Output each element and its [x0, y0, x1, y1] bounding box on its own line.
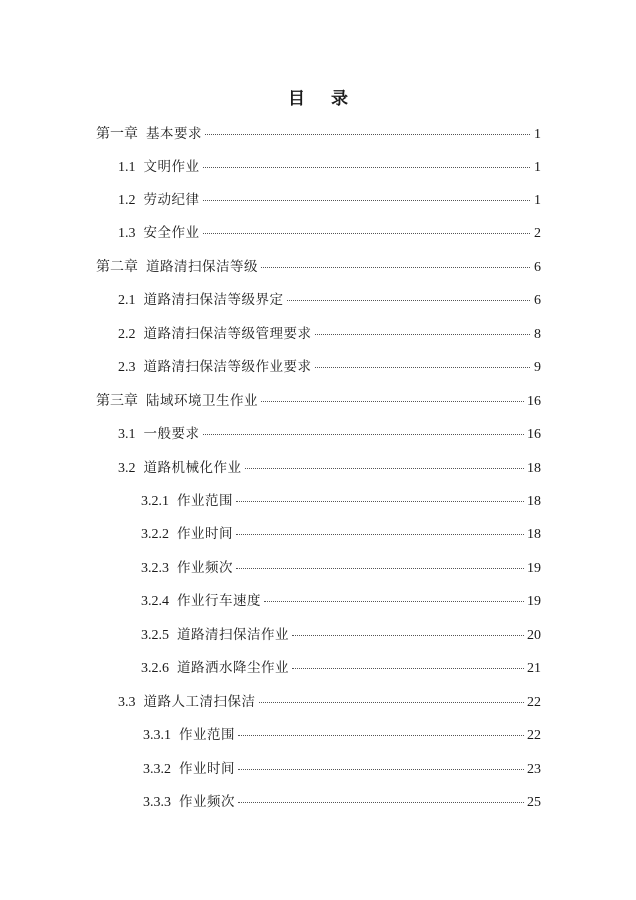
toc-entry-number: 3.2.4 [141, 594, 169, 609]
toc-entry-label: 陆域环境卫生作业 [146, 393, 258, 409]
toc-entry-page: 18 [527, 494, 541, 509]
toc-entry-number: 第一章 [96, 127, 138, 142]
toc-title: 目 录 [288, 89, 358, 109]
toc-entry-label: 文明作业 [143, 159, 200, 175]
toc-entry-number: 3.3.3 [143, 795, 171, 810]
dot-leader [261, 401, 524, 402]
dot-leader [238, 769, 524, 770]
toc-entry-page: 8 [534, 327, 541, 342]
toc-entry-number: 3.2.1 [141, 494, 169, 509]
toc-entry-label: 基本要求 [146, 126, 202, 142]
toc-entry-page: 21 [527, 661, 541, 676]
toc-entry[interactable] [141, 524, 541, 544]
dot-leader [315, 334, 531, 335]
dot-leader [203, 434, 525, 435]
toc-entry[interactable] [143, 759, 541, 779]
toc-entry-label: 道路人工清扫保洁 [143, 694, 256, 710]
toc-entry-number: 1.2 [118, 193, 136, 208]
dot-leader [292, 635, 524, 636]
toc-entry[interactable] [141, 491, 541, 511]
dot-leader [236, 534, 524, 535]
toc-entry[interactable] [143, 725, 541, 745]
toc-entry[interactable] [118, 692, 541, 712]
toc-entry[interactable] [118, 223, 541, 243]
toc-entry-page: 23 [527, 762, 541, 777]
toc-entry-label: 道路机械化作业 [143, 460, 242, 476]
toc-entry-page: 20 [527, 628, 541, 643]
dot-leader [238, 735, 524, 736]
dot-leader [287, 300, 531, 301]
toc-entry-number: 3.2 [118, 461, 136, 476]
dot-leader [238, 802, 524, 803]
toc-entry-label: 道路清扫保洁等级界定 [143, 292, 284, 308]
toc-entry-label: 作业频次 [177, 560, 233, 576]
toc-entry[interactable] [96, 257, 541, 277]
toc-entry-label: 作业行车速度 [177, 593, 261, 609]
dot-leader [203, 233, 531, 234]
toc-entry-page: 1 [534, 193, 541, 208]
toc-entry-label: 作业频次 [179, 794, 235, 810]
toc-entry[interactable] [96, 391, 541, 411]
toc-entry-page: 9 [534, 360, 541, 375]
toc-entry-number: 1.1 [118, 160, 136, 175]
toc-entry-page: 18 [527, 461, 541, 476]
toc-entry-page: 16 [527, 394, 541, 409]
dot-leader [236, 501, 524, 502]
dot-leader [203, 200, 531, 201]
dot-leader [259, 702, 525, 703]
toc-entry[interactable] [141, 591, 541, 611]
toc-entry-number: 3.1 [118, 427, 136, 442]
toc-entry-number: 第二章 [96, 260, 138, 275]
toc-entry-label: 作业范围 [179, 727, 235, 743]
toc-entry-page: 6 [534, 260, 541, 275]
toc-entry-label: 作业范围 [177, 493, 233, 509]
toc-entry-number: 3.2.2 [141, 527, 169, 542]
toc-entry-number: 第三章 [96, 394, 138, 409]
dot-leader [261, 267, 530, 268]
toc-entry-number: 3.2.6 [141, 661, 169, 676]
toc-entry-label: 作业时间 [177, 526, 233, 542]
toc-entry[interactable] [118, 458, 541, 478]
toc-entry-page: 22 [527, 695, 541, 710]
toc-entry-page: 18 [527, 527, 541, 542]
toc-entry-label: 劳动纪律 [143, 192, 200, 208]
toc-entry-page: 1 [534, 127, 541, 142]
toc-entry[interactable] [118, 357, 541, 377]
toc-entry[interactable] [141, 558, 541, 578]
toc-entry[interactable] [143, 792, 541, 812]
toc-entry-label: 道路清扫保洁等级作业要求 [143, 359, 312, 375]
toc-entry-page: 19 [527, 561, 541, 576]
toc-entry-label: 道路清扫保洁等级 [146, 259, 258, 275]
toc-entry-number: 2.3 [118, 360, 136, 375]
toc-entry[interactable] [96, 124, 541, 144]
toc-entry-number: 1.3 [118, 226, 136, 241]
toc-entry-page: 16 [527, 427, 541, 442]
toc-entry[interactable] [118, 290, 541, 310]
toc-entry[interactable] [118, 190, 541, 210]
toc-entry[interactable] [118, 424, 541, 444]
toc-entry[interactable] [141, 625, 541, 645]
dot-leader [205, 134, 530, 135]
dot-leader [292, 668, 524, 669]
toc-entry-label: 作业时间 [179, 761, 235, 777]
toc-entry-number: 3.2.3 [141, 561, 169, 576]
dot-leader [203, 167, 531, 168]
toc-entry-page: 2 [534, 226, 541, 241]
toc-entry-number: 3.3 [118, 695, 136, 710]
dot-leader [264, 601, 524, 602]
dot-leader [315, 367, 531, 368]
toc-entry[interactable] [118, 324, 541, 344]
toc-entry-label: 道路洒水降尘作业 [177, 660, 289, 676]
dot-leader [245, 468, 525, 469]
toc-entry-page: 19 [527, 594, 541, 609]
toc-entry-page: 1 [534, 160, 541, 175]
toc-entry-number: 2.1 [118, 293, 136, 308]
toc-entry-number: 3.2.5 [141, 628, 169, 643]
toc-entry-page: 25 [527, 795, 541, 810]
dot-leader [236, 568, 524, 569]
toc-entry-number: 3.3.1 [143, 728, 171, 743]
toc-entry-number: 2.2 [118, 327, 136, 342]
toc-entry-label: 道路清扫保洁作业 [177, 627, 289, 643]
toc-entry-label: 道路清扫保洁等级管理要求 [143, 326, 312, 342]
toc-entry-page: 22 [527, 728, 541, 743]
toc-entry[interactable] [141, 658, 541, 678]
toc-entry-label: 一般要求 [143, 426, 200, 442]
toc-entry-label: 安全作业 [143, 225, 200, 241]
toc-entry[interactable] [118, 157, 541, 177]
toc-entry-page: 6 [534, 293, 541, 308]
toc-entry-number: 3.3.2 [143, 762, 171, 777]
